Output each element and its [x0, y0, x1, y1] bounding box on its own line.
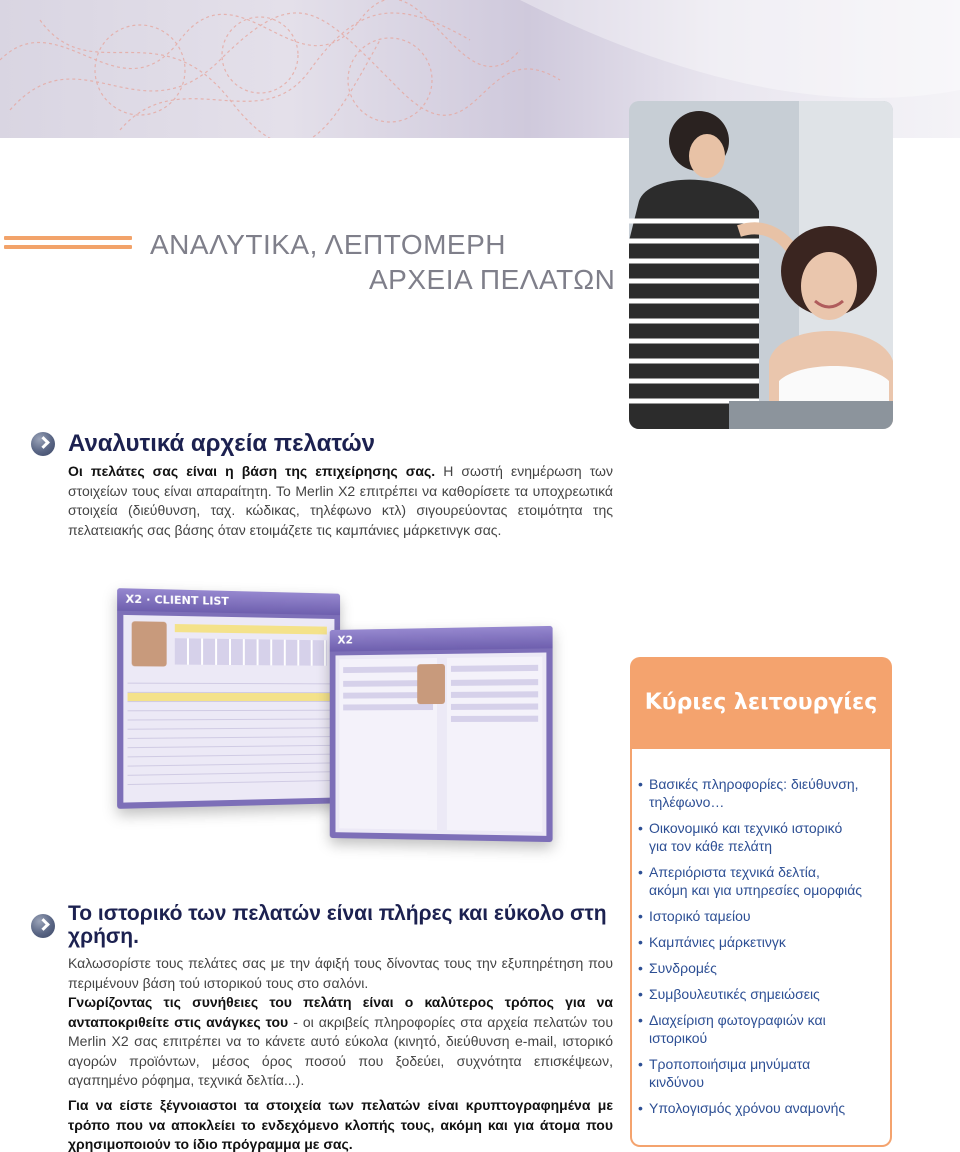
chevron-right-icon	[31, 914, 55, 938]
feature-item: • Καμπάνιες μάρκετινγκ	[638, 933, 892, 951]
feature-item: • Οικονομικό και τεχνικό ιστορικό για τον κάθε πελάτη	[638, 819, 892, 855]
habits-lead: Γνωρίζοντας τις συνήθειες του πελάτη είναι ο καλύτερος τρόπος για να ανταποκριθείτε στις ανάγκες του	[68, 994, 613, 1030]
client-detail-screenshot	[330, 626, 553, 842]
security-text: Για να είστε ξέγνοιαστοι τα στοιχεία των πελατών είναι κρυπτογραφημένα με τρόπο που να αποκλείει το ενδεχόμενο κλοπής τους, ακόμη και για άτομα που χρησιμοποιούν το ίδιο πρόγραμμα με σας.	[68, 1097, 613, 1152]
feature-item: • Υπολογισμός χρόνου αναμονής	[638, 1099, 892, 1117]
title-accent-bars	[4, 236, 132, 250]
feature-item: • Συνδρομές	[638, 959, 892, 977]
page-title-line-1: ΑΝΑΛΥΤΙΚΑ, ΛΕΠΤΟΜΕΡΗ	[150, 229, 506, 260]
client-list-screenshot: X2 · CLIENT LIST	[117, 588, 340, 809]
section-paragraph-security	[68, 1096, 613, 1152]
feature-item: • Βασικές πληροφορίες: διεύθυνση, τηλέφωνο…	[638, 775, 892, 811]
features-list	[638, 775, 892, 1125]
section-paragraph-client-files	[68, 462, 613, 540]
section-paragraph-habits	[68, 993, 613, 1091]
feature-item: • Τροποποιήσιμα μηνύματα κινδύνου	[638, 1055, 892, 1091]
screen-title: CLIENT LIST	[154, 593, 229, 608]
section-heading-client-files: Αναλυτικά αρχεία πελατών	[68, 430, 376, 457]
feature-item: • Ιστορικό ταμείου	[638, 907, 892, 925]
screen-title: X2	[337, 633, 353, 647]
body-text: Η σωστή ενημέρωση των στοιχείων τους είναι απαραίτητη. Το Merlin X2 επιτρέπει να καθορίσετε τα υποχρεωτικά στοιχεία (διεύθυνση, ταχ. κώδικας, τηλέφωνο κτλ) σιγουρεύοντας ετοιμότητα της πελατειακής σας βάσης όταν ετοιμάζετε τις καμπάνιες μάρκετινγκ σας.	[68, 463, 613, 538]
salon-photo	[629, 101, 893, 429]
feature-item: • Συμβουλευτικές σημειώσεις	[638, 985, 892, 1003]
features-title: Κύριες λειτουργίες	[644, 690, 878, 715]
section-heading-client-history: Το ιστορικό των πελατών είναι πλήρες και εύκολο στη χρήση.	[68, 902, 607, 948]
habits-text: - οι ακριβείς πληροφορίες στα αρχεία πελατών του Merlin X2 σας επιτρέπει να το κάνετε αυτό εύκολα (κινητό, διεύθυνση e-mail, ιστορικό αγορών προϊόντων, μέσος όρος ποσού που ξοδεύει, συχνότητα επισκέψεων, αγαπημένο ρόφημα, τεχνικά δελτία...).	[68, 1013, 613, 1088]
page-title-line-2: ΑΡΧΕΙΑ ΠΕΛΑΤΩΝ	[369, 264, 616, 295]
feature-item: • Απεριόριστα τεχνικά δελτία, ακόμη και για υπηρεσίες ομορφιάς	[638, 863, 892, 899]
section-paragraph-welcome: Καλωσορίστε τους πελάτες σας με την άφιξή τους δίνοντας τους την εξυπηρέτηση που περιμένουν βάση τού ιστορικού τους στο σαλόνι.	[68, 955, 613, 991]
lead-sentence: Οι πελάτες σας είναι η βάση της επιχείρησης σας.	[68, 463, 436, 479]
feature-item: • Διαχείριση φωτογραφιών και ιστορικού	[638, 1011, 892, 1047]
client-photo-thumbnail	[132, 621, 167, 666]
brand-label: X2	[125, 592, 143, 607]
chevron-right-icon	[31, 432, 55, 456]
